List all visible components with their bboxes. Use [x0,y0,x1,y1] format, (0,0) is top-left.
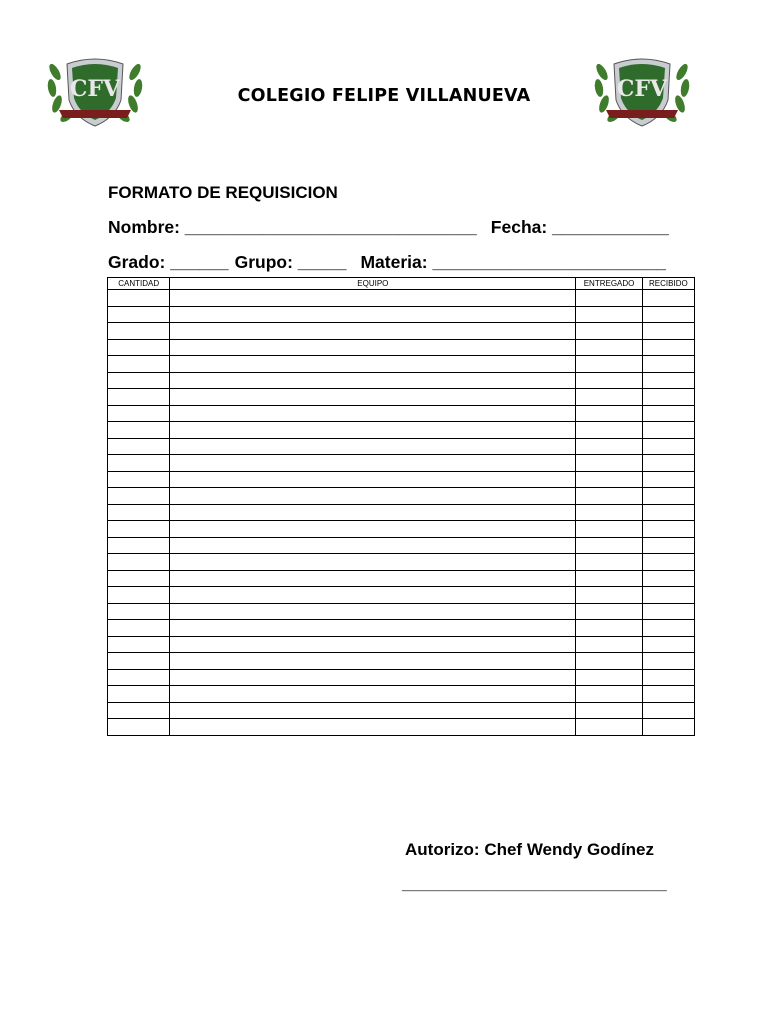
equipo-cell[interactable] [170,587,576,604]
cantidad-cell[interactable] [108,339,170,356]
cantidad-cell[interactable] [108,554,170,571]
materia-field[interactable]: Materia: ________________________ [360,252,667,272]
recibido-cell[interactable] [642,719,694,736]
form-title: FORMATO DE REQUISICION [108,183,338,202]
entregado-cell[interactable] [576,570,642,587]
entregado-cell[interactable] [576,636,642,653]
grupo-field[interactable]: Grupo: _____ [234,252,347,272]
equipo-cell[interactable] [170,521,576,538]
cantidad-cell[interactable] [108,702,170,719]
cantidad-cell[interactable] [108,323,170,340]
equipo-cell[interactable] [170,405,576,422]
table-row [108,356,695,373]
equipo-cell[interactable] [170,603,576,620]
entregado-cell[interactable] [576,719,642,736]
cantidad-cell[interactable] [108,356,170,373]
recibido-cell[interactable] [642,554,694,571]
nombre-fecha-line [108,217,669,238]
entregado-cell[interactable] [576,554,642,571]
col-header-cantidad: CANTIDAD [108,278,170,290]
table-row [108,306,695,323]
entregado-cell[interactable] [576,702,642,719]
table-row [108,389,695,406]
recibido-cell[interactable] [642,587,694,604]
cantidad-cell[interactable] [108,290,170,307]
grado-field[interactable]: Grado: ______ [108,252,229,272]
table-row [108,504,695,521]
equipo-cell[interactable] [170,389,576,406]
grado-grupo-materia-line [108,252,666,273]
equipo-cell[interactable] [170,636,576,653]
authorization-text: Autorizo: Chef Wendy Godínez [405,840,655,859]
entregado-cell[interactable] [576,587,642,604]
cantidad-cell[interactable] [108,636,170,653]
equipo-cell[interactable] [170,356,576,373]
equipo-cell[interactable] [170,339,576,356]
entregado-cell[interactable] [576,471,642,488]
entregado-cell[interactable] [576,603,642,620]
col-header-recibido: RECIBIDO [642,278,694,290]
table-body [108,290,695,736]
entregado-cell[interactable] [576,372,642,389]
recibido-cell[interactable] [642,653,694,670]
recibido-cell[interactable] [642,521,694,538]
entregado-cell[interactable] [576,620,642,637]
cantidad-cell[interactable] [108,521,170,538]
table-row [108,636,695,653]
equipo-cell[interactable] [170,372,576,389]
cantidad-cell[interactable] [108,603,170,620]
equipo-cell[interactable] [170,488,576,505]
crest-monogram-right: CFV [616,76,668,102]
table-row [108,422,695,439]
recibido-cell[interactable] [642,372,694,389]
nombre-field[interactable]: Nombre: ______________________________ [108,217,477,237]
table-row [108,323,695,340]
cantidad-cell[interactable] [108,422,170,439]
requisition-table [107,277,695,736]
cantidad-cell[interactable] [108,653,170,670]
equipo-cell[interactable] [170,504,576,521]
recibido-cell[interactable] [642,438,694,455]
entregado-cell[interactable] [576,339,642,356]
table-row [108,603,695,620]
recibido-cell[interactable] [642,389,694,406]
entregado-cell[interactable] [576,455,642,472]
table-row [108,537,695,554]
recibido-cell[interactable] [642,620,694,637]
recibido-cell[interactable] [642,471,694,488]
table-row [108,339,695,356]
table-row [108,669,695,686]
recibido-cell[interactable] [642,339,694,356]
table-row [108,471,695,488]
entregado-cell[interactable] [576,669,642,686]
table-row [108,554,695,571]
equipo-cell[interactable] [170,438,576,455]
col-header-equipo: EQUIPO [170,278,576,290]
table-row [108,620,695,637]
entregado-cell[interactable] [576,323,642,340]
crest-monogram-left: CFV [69,76,121,102]
recibido-cell[interactable] [642,570,694,587]
recibido-cell[interactable] [642,537,694,554]
table-row [108,686,695,703]
entregado-cell[interactable] [576,488,642,505]
equipo-cell[interactable] [170,455,576,472]
cantidad-cell[interactable] [108,438,170,455]
cantidad-cell[interactable] [108,455,170,472]
equipo-cell[interactable] [170,653,576,670]
table-row [108,702,695,719]
recibido-cell[interactable] [642,702,694,719]
equipo-cell[interactable] [170,686,576,703]
equipo-cell[interactable] [170,323,576,340]
table-row [108,372,695,389]
col-header-entregado: ENTREGADO [576,278,642,290]
cantidad-cell[interactable] [108,488,170,505]
signature-line[interactable]: ____________________________ [402,874,667,893]
equipo-cell[interactable] [170,290,576,307]
recibido-cell[interactable] [642,669,694,686]
recibido-cell[interactable] [642,686,694,703]
entregado-cell[interactable] [576,537,642,554]
equipo-cell[interactable] [170,669,576,686]
cantidad-cell[interactable] [108,570,170,587]
cantidad-cell[interactable] [108,537,170,554]
equipo-cell[interactable] [170,702,576,719]
cantidad-cell[interactable] [108,504,170,521]
equipo-cell[interactable] [170,554,576,571]
equipo-cell[interactable] [170,537,576,554]
equipo-cell[interactable] [170,422,576,439]
cantidad-cell[interactable] [108,719,170,736]
equipo-cell[interactable] [170,471,576,488]
recibido-cell[interactable] [642,290,694,307]
cantidad-cell[interactable] [108,471,170,488]
recibido-cell[interactable] [642,603,694,620]
fecha-field[interactable]: Fecha: ____________ [490,217,669,237]
entregado-cell[interactable] [576,290,642,307]
table-row [108,653,695,670]
entregado-cell[interactable] [576,389,642,406]
cantidad-cell[interactable] [108,686,170,703]
recibido-cell[interactable] [642,356,694,373]
equipo-cell[interactable] [170,620,576,637]
recibido-cell[interactable] [642,636,694,653]
table-row [108,719,695,736]
cantidad-cell[interactable] [108,389,170,406]
equipo-cell[interactable] [170,306,576,323]
recibido-cell[interactable] [642,323,694,340]
table-row [108,455,695,472]
recibido-cell[interactable] [642,306,694,323]
cantidad-cell[interactable] [108,587,170,604]
recibido-cell[interactable] [642,422,694,439]
table-row [108,438,695,455]
table-row [108,570,695,587]
table-row [108,290,695,307]
recibido-cell[interactable] [642,504,694,521]
table-header-row [108,278,695,290]
entregado-cell[interactable] [576,438,642,455]
cantidad-cell[interactable] [108,405,170,422]
cantidad-cell[interactable] [108,669,170,686]
table-row [108,521,695,538]
equipo-cell[interactable] [170,570,576,587]
entregado-cell[interactable] [576,686,642,703]
cantidad-cell[interactable] [108,620,170,637]
entregado-cell[interactable] [576,405,642,422]
recibido-cell[interactable] [642,455,694,472]
table-row [108,405,695,422]
table-row [108,488,695,505]
entregado-cell[interactable] [576,422,642,439]
table-row [108,587,695,604]
entregado-cell[interactable] [576,521,642,538]
school-name: COLEGIO FELIPE VILLANUEVA [237,86,531,106]
cantidad-cell[interactable] [108,306,170,323]
cantidad-cell[interactable] [108,372,170,389]
entregado-cell[interactable] [576,356,642,373]
recibido-cell[interactable] [642,488,694,505]
entregado-cell[interactable] [576,306,642,323]
entregado-cell[interactable] [576,504,642,521]
equipo-cell[interactable] [170,719,576,736]
entregado-cell[interactable] [576,653,642,670]
recibido-cell[interactable] [642,405,694,422]
